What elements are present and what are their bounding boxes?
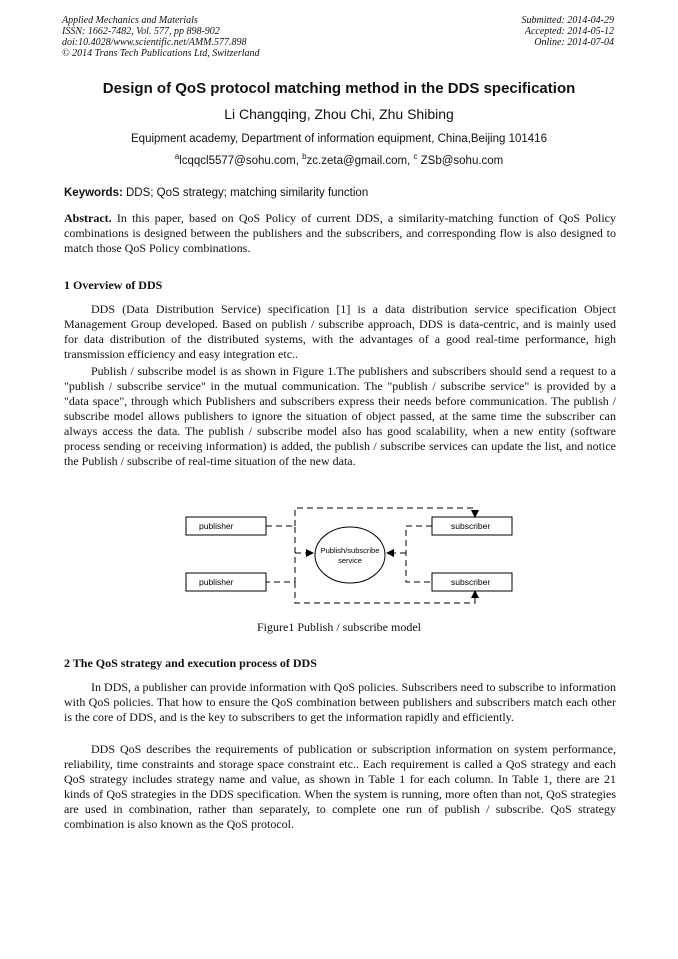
dates-header xyxy=(522,15,615,48)
author-emails xyxy=(0,152,678,167)
figure-1-diagram xyxy=(185,507,515,607)
issn-line: ISSN: 1662-7482, Vol. 577, pp 898-902 xyxy=(62,26,220,37)
pubsub-service-ellipse xyxy=(315,527,385,583)
publisher-connector xyxy=(266,526,313,582)
keywords-label: Keywords: xyxy=(64,187,123,199)
doi-line: doi:10.4028/www.scientific.net/AMM.577.898 xyxy=(62,37,247,48)
keywords xyxy=(64,187,616,199)
section-1-paragraph-2: Publish / subscribe model is as shown in Figure 1.The publishers and subscribers should send a request to a "publish / subscribe service" in the mutual communication. The "publish / subscribe service" is provided by a "data space", through which Publishers and subscribers express their needs before communication. The publish / subscribe model allows publishers to ignore the situation of object passed, at the same time the subscriber can always access the data. The publish / subscribe model also has good scalability, when a new entity (software process sending or receiving information) is added, the publish / subscribe services can update the list, and notice the Publish / subscribe of real-time situation of the new data. xyxy=(64,364,616,468)
bottom-feedback-connector xyxy=(295,582,475,603)
subscriber-connector xyxy=(387,526,432,582)
abstract xyxy=(64,211,616,256)
online-date: Online: 2014-07-04 xyxy=(534,37,614,48)
section-1-paragraph-1: DDS (Data Distribution Service) specification [1] is a data distribution service specification Object Management Group developed. Based on publish / subscribe approach, DDS is data-centric, and is mainly used for data distribution of the distributed systems, with the advantages of a good real-time performance, high transmission efficiency and easy integration etc.. xyxy=(64,302,616,361)
section-1-heading: 1 Overview of DDS xyxy=(64,278,163,292)
figure-1-caption: Figure1 Publish / subscribe model xyxy=(257,620,421,634)
paper-authors: Li Changqing, Zhou Chi, Zhu Shibing xyxy=(224,106,454,122)
section-2-paragraph-1: In DDS, a publisher can provide information with QoS policies. Subscribers need to subscribe to information with QoS policies. That how to ensure the QoS combination between publishers and subscribers match each other is the core of DDS, and is the key to subscribers to get the information rapidly and efficiently. xyxy=(64,680,616,724)
paper-title: Design of QoS protocol matching method in the DDS specification xyxy=(102,80,576,97)
affiliation: Equipment academy, Department of information equipment, China,Beijing 101416 xyxy=(131,133,547,145)
keywords-text: DDS; QoS strategy; matching similarity function xyxy=(122,187,369,199)
section-2-heading: 2 The QoS strategy and execution process of DDS xyxy=(64,656,317,670)
email-a: lcqqcl5577@sohu.com, xyxy=(179,154,303,167)
submitted-date: Submitted: 2014-04-29 xyxy=(521,15,614,26)
service-label-line-1: Publish/subscribe xyxy=(320,546,380,555)
subscriber-bottom-label: subscriber xyxy=(451,577,491,587)
email-c: ZSb@sohu.com xyxy=(417,154,504,167)
publisher-bottom-label: publisher xyxy=(199,577,234,587)
section-2-paragraph-2: DDS QoS describes the requirements of publication or subscription information on system performance, reliability, time constraints and storage space constraint etc.. Each requirement is called a QoS strategy and each QoS strategy includes strategy name and value, as shown in Table 1 for each column. In Table 1, there are 21 kinds of QoS strategies in the DDS specification. When the system is running, more often than not, QoS strategies are used in combination, rather than separately, to complete one run of publish / subscribe. QoS strategy combination is also known as the QoS protocol. xyxy=(64,742,616,831)
publisher-top-label: publisher xyxy=(199,521,234,531)
email-c-marker: c xyxy=(413,152,418,161)
abstract-label: Abstract. xyxy=(64,211,112,225)
accepted-date: Accepted: 2014-05-12 xyxy=(524,26,614,37)
abstract-text: In this paper, based on QoS Policy of current DDS, a similarity-matching function of QoS Policy combinations is designed between the publishers and the subscribers, and corresponding flow is also designed to match those QoS Policy combinations. xyxy=(64,211,616,255)
journal-name: Applied Mechanics and Materials xyxy=(62,15,198,26)
subscriber-top-label: subscriber xyxy=(451,521,491,531)
service-label-line-2: service xyxy=(338,556,362,565)
journal-header xyxy=(62,15,260,59)
email-a-marker: a xyxy=(174,152,180,161)
email-b: zc.zeta@gmail.com, xyxy=(306,154,414,167)
email-b-marker: b xyxy=(302,152,307,161)
copyright-line: © 2014 Trans Tech Publications Ltd, Switzerland xyxy=(62,48,260,59)
